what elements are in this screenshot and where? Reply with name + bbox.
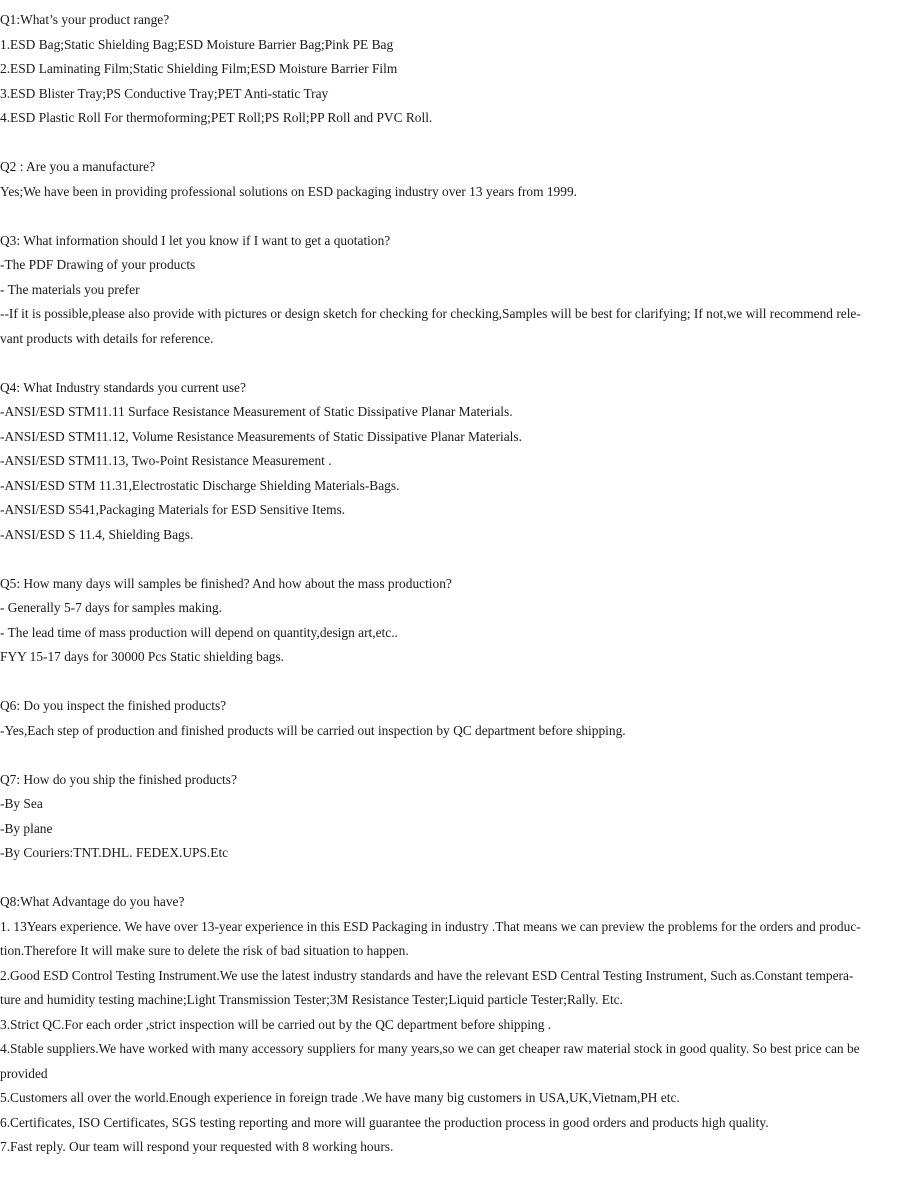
answer-line: tion.Therefore It will make sure to delete the risk of bad situation to happen. — [0, 943, 409, 958]
answer-line: 4.Stable suppliers.We have worked with many accessory suppliers for many years,so we can get cheaper raw material stock in good quality. So best price can be — [0, 1041, 860, 1056]
section-spacer — [0, 743, 919, 768]
answer-line: -The PDF Drawing of your products — [0, 257, 196, 272]
section-spacer — [0, 351, 919, 376]
faq-section-q5 — [0, 572, 919, 670]
answer-line: -By plane — [0, 820, 53, 836]
answer-line: -ANSI/ESD S541,Packaging Materials for ESD Sensitive Items. — [0, 502, 346, 517]
faq-section-q3 — [0, 229, 919, 352]
question-q5: Q5: How many days will samples be finished? And how about the mass production? — [0, 575, 452, 591]
answer-line: -Yes,Each step of production and finished products will be carried out inspection by QC department before shipping. — [0, 722, 626, 738]
answer-line: -ANSI/ESD STM11.13, Two-Point Resistance Measurement . — [0, 453, 332, 468]
faq-section-q1 — [0, 8, 919, 131]
answer-line: -ANSI/ESD STM11.12, Volume Resistance Measurements of Static Dissipative Planar Materials. — [0, 428, 522, 444]
section-spacer — [0, 131, 919, 156]
answer-line: provided — [0, 1065, 48, 1081]
question-q3: Q3: What information should I let you know if I want to get a quotation? — [0, 232, 391, 248]
answer-line: 7.Fast reply. Our team will respond your requested with 8 working hours. — [0, 1139, 394, 1154]
faq-document — [0, 8, 919, 1160]
question-q2: Q2 : Are you a manufacture? — [0, 159, 156, 174]
answer-line: -ANSI/ESD STM 11.31,Electrostatic Discharge Shielding Materials-Bags. — [0, 477, 400, 493]
section-spacer — [0, 547, 919, 572]
question-q7: Q7: How do you ship the finished products? — [0, 771, 237, 787]
section-spacer — [0, 670, 919, 695]
answer-line: Yes;We have been in providing professional solutions on ESD packaging industry over 13 years from 1999. — [0, 183, 577, 199]
section-spacer — [0, 866, 919, 891]
answer-line: 6.Certificates, ISO Certificates, SGS testing reporting and more will guarantee the production process in good orders and products high quality. — [0, 1114, 769, 1130]
section-spacer — [0, 204, 919, 229]
faq-section-q4 — [0, 376, 919, 548]
faq-section-q6 — [0, 694, 919, 743]
question-q1: Q1:What’s your product range? — [0, 12, 170, 27]
question-q8: Q8:What Advantage do you have? — [0, 894, 185, 909]
answer-line: -ANSI/ESD S 11.4, Shielding Bags. — [0, 526, 194, 542]
answer-line: 2.Good ESD Control Testing Instrument.We use the latest industry standards and have the relevant ESD Central Testing Instrument, Such as.Constant tempera- — [0, 967, 854, 983]
answer-line: 4.ESD Plastic Roll For thermoforming;PET Roll;PS Roll;PP Roll and PVC Roll. — [0, 110, 433, 125]
answer-line: -ANSI/ESD STM11.11 Surface Resistance Measurement of Static Dissipative Planar Materials. — [0, 404, 513, 419]
answer-line: - Generally 5-7 days for samples making. — [0, 600, 222, 615]
faq-section-q2 — [0, 155, 919, 204]
answer-line: vant products with details for reference. — [0, 330, 214, 346]
answer-line: FYY 15-17 days for 30000 Pcs Static shielding bags. — [0, 649, 285, 664]
answer-line: 2.ESD Laminating Film;Static Shielding Film;ESD Moisture Barrier Film — [0, 61, 398, 76]
answer-line: --If it is possible,please also provide with pictures or design sketch for checking for checking,Samples will be best for clarifying; If not,we will recommend rele- — [0, 306, 861, 321]
answer-line: 3.ESD Blister Tray;PS Conductive Tray;PET Anti-static Tray — [0, 85, 329, 101]
answer-line: - The lead time of mass production will depend on quantity,design art,etc.. — [0, 624, 398, 640]
answer-line: 1. 13Years experience. We have over 13-year experience in this ESD Packaging in industry .That means we can preview the problems for the orders and produc- — [0, 918, 861, 934]
question-q4: Q4: What Industry standards you current use? — [0, 379, 246, 395]
answer-line: 1.ESD Bag;Static Shielding Bag;ESD Moisture Barrier Bag;Pink PE Bag — [0, 36, 394, 52]
answer-line: -By Sea — [0, 796, 43, 811]
answer-line: - The materials you prefer — [0, 281, 140, 297]
answer-line: -By Couriers:TNT.DHL. FEDEX.UPS.Etc — [0, 845, 229, 860]
faq-section-q7 — [0, 768, 919, 866]
answer-line: 3.Strict QC.For each order ,strict inspection will be carried out by the QC department before shipping . — [0, 1016, 552, 1032]
answer-line: 5.Customers all over the world.Enough experience in foreign trade .We have many big customers in USA,UK,Vietnam,PH etc. — [0, 1090, 680, 1105]
question-q6: Q6: Do you inspect the finished products? — [0, 698, 227, 713]
faq-section-q8 — [0, 890, 919, 1160]
answer-line: ture and humidity testing machine;Light Transmission Tester;3M Resistance Tester;Liquid particle Tester;Rally. Etc. — [0, 992, 623, 1007]
